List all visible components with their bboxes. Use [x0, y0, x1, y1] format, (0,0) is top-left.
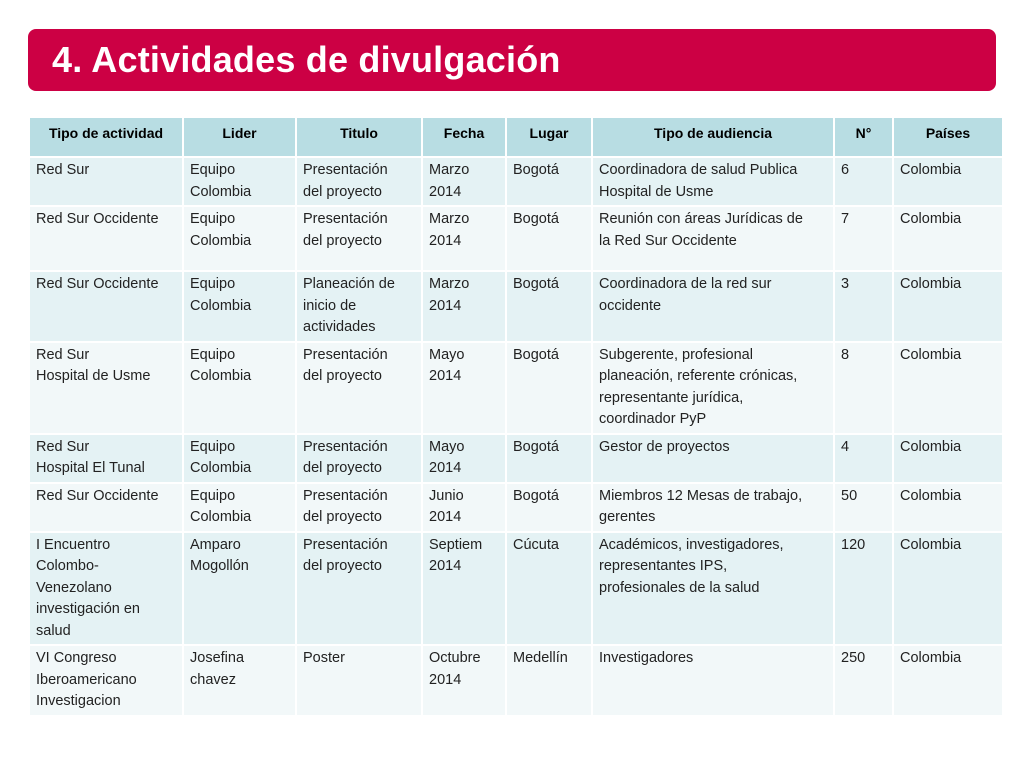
cell-audiencia	[593, 484, 833, 531]
cell-lugar: Bogotá	[507, 484, 591, 531]
header-fecha: Fecha	[423, 118, 505, 156]
cell-line: Gestor de proyectos	[599, 438, 730, 455]
activities-table	[28, 116, 1004, 717]
cell-line: chavez	[190, 671, 236, 688]
cell-lugar: Bogotá	[507, 158, 591, 205]
cell-line: Hospital El Tunal	[36, 460, 145, 476]
cell-line: Presentación	[303, 536, 388, 553]
header-tipo-de-actividad: Tipo de actividad	[30, 118, 182, 156]
cell-lugar: Bogotá	[507, 207, 591, 270]
cell-lider	[184, 646, 295, 715]
cell-line: del proyecto	[303, 183, 382, 200]
cell-lugar: Bogotá	[507, 435, 591, 482]
cell-line: Presentación	[303, 438, 388, 455]
cell-titulo	[297, 435, 421, 482]
cell-line: Académicos, investigadores,	[599, 536, 784, 553]
cell-lider	[184, 533, 295, 645]
cell-line: Marzo	[429, 211, 470, 227]
table-row	[30, 646, 1002, 715]
cell-line: Presentación	[303, 211, 388, 227]
cell-line: Miembros 12 Mesas de trabajo,	[599, 487, 803, 504]
cell-tipo	[30, 646, 182, 715]
cell-line: 2014	[429, 460, 462, 476]
cell-line: representante jurídica,	[599, 389, 744, 406]
cell-line: Red Sur	[36, 346, 90, 363]
cell-paises: Colombia	[894, 343, 1002, 433]
cell-line: Iberoamericano	[36, 671, 137, 688]
cell-titulo	[297, 272, 421, 341]
cell-line: Hospital de Usme	[599, 183, 714, 200]
cell-line: Colombia	[190, 183, 252, 200]
cell-line: Presentación	[303, 487, 388, 504]
cell-audiencia	[593, 207, 833, 270]
cell-tipo	[30, 435, 182, 482]
cell-lugar: Cúcuta	[507, 533, 591, 645]
cell-numero: 8	[835, 343, 892, 433]
cell-line: Reunión con áreas Jurídicas de	[599, 211, 803, 227]
cell-line: Mogollón	[190, 558, 249, 574]
header-paises: Países	[894, 118, 1002, 156]
cell-paises: Colombia	[894, 207, 1002, 270]
cell-line: VI Congreso	[36, 650, 117, 666]
cell-line: del proyecto	[303, 509, 382, 525]
cell-line: Marzo	[429, 276, 470, 292]
cell-line: gerentes	[599, 509, 656, 525]
cell-tipo	[30, 207, 182, 270]
table-row	[30, 158, 1002, 205]
cell-lider	[184, 343, 295, 433]
cell-fecha	[423, 158, 505, 205]
cell-fecha	[423, 646, 505, 715]
cell-paises: Colombia	[894, 435, 1002, 482]
cell-line: Red Sur Occidente	[36, 487, 159, 504]
cell-line: Presentación	[303, 346, 388, 363]
cell-numero: 250	[835, 646, 892, 715]
table-row	[30, 343, 1002, 433]
cell-line: Poster	[303, 650, 345, 666]
cell-tipo	[30, 484, 182, 531]
cell-paises: Colombia	[894, 158, 1002, 205]
cell-paises: Colombia	[894, 484, 1002, 531]
cell-line: 2014	[429, 509, 462, 525]
cell-line: Marzo	[429, 162, 470, 178]
cell-numero: 50	[835, 484, 892, 531]
cell-fecha	[423, 343, 505, 433]
cell-lugar: Bogotá	[507, 272, 591, 341]
cell-audiencia	[593, 272, 833, 341]
cell-line: Venezolano	[36, 579, 112, 596]
cell-line: investigación en	[36, 601, 140, 617]
cell-line: Red Sur Occidente	[36, 211, 159, 227]
cell-line: Colombia	[190, 368, 252, 384]
cell-fecha	[423, 533, 505, 645]
cell-line: Equipo	[190, 211, 236, 227]
cell-numero: 4	[835, 435, 892, 482]
page-title: 4. Actividades de divulgación	[52, 39, 561, 80]
cell-line: Septiem	[429, 536, 483, 553]
cell-line: del proyecto	[303, 460, 382, 476]
header-lugar: Lugar	[507, 118, 591, 156]
cell-line: Investigacion	[36, 693, 121, 709]
cell-line: del proyecto	[303, 558, 382, 574]
cell-line: 2014	[429, 558, 462, 574]
cell-fecha	[423, 484, 505, 531]
cell-line: Octubre	[429, 650, 481, 666]
cell-line: profesionales de la salud	[599, 579, 760, 596]
cell-line: Red Sur	[36, 438, 90, 455]
cell-line: Equipo	[190, 276, 236, 292]
cell-line: Junio	[429, 487, 464, 504]
cell-line: Equipo	[190, 487, 236, 504]
cell-line: Hospital de Usme	[36, 368, 151, 384]
cell-paises: Colombia	[894, 533, 1002, 645]
cell-numero: 7	[835, 207, 892, 270]
cell-line: Coordinadora de salud Publica	[599, 162, 798, 178]
cell-line: Colombo-	[36, 558, 99, 574]
cell-numero: 3	[835, 272, 892, 341]
cell-line: Planeación de	[303, 276, 395, 292]
cell-titulo	[297, 646, 421, 715]
header-numero: N°	[835, 118, 892, 156]
cell-line: Presentación	[303, 162, 388, 178]
cell-line: Equipo	[190, 162, 236, 178]
cell-titulo	[297, 533, 421, 645]
title-banner	[28, 29, 996, 91]
cell-line: la Red Sur Occidente	[599, 232, 737, 249]
cell-line: Colombia	[190, 509, 252, 525]
cell-titulo	[297, 484, 421, 531]
cell-audiencia	[593, 343, 833, 433]
cell-titulo	[297, 207, 421, 270]
cell-line: inicio de	[303, 297, 357, 314]
cell-line: Colombia	[190, 297, 252, 314]
cell-line: 2014	[429, 297, 462, 314]
table-row	[30, 207, 1002, 270]
cell-line: actividades	[303, 319, 376, 335]
table-row	[30, 484, 1002, 531]
cell-fecha	[423, 207, 505, 270]
cell-line: planeación, referente crónicas,	[599, 368, 798, 384]
cell-line: 2014	[429, 368, 462, 384]
cell-lider	[184, 484, 295, 531]
cell-line: 2014	[429, 232, 462, 249]
cell-paises: Colombia	[894, 272, 1002, 341]
cell-numero: 6	[835, 158, 892, 205]
cell-tipo	[30, 533, 182, 645]
cell-numero: 120	[835, 533, 892, 645]
cell-line: del proyecto	[303, 368, 382, 384]
cell-line: Equipo	[190, 346, 236, 363]
cell-titulo	[297, 343, 421, 433]
cell-titulo	[297, 158, 421, 205]
cell-fecha	[423, 435, 505, 482]
table-header-row	[30, 118, 1002, 156]
cell-line: del proyecto	[303, 232, 382, 249]
cell-fecha	[423, 272, 505, 341]
cell-line: I Encuentro	[36, 536, 111, 553]
header-lider: Lider	[184, 118, 295, 156]
cell-lider	[184, 272, 295, 341]
cell-lider	[184, 158, 295, 205]
header-titulo: Titulo	[297, 118, 421, 156]
cell-line: 2014	[429, 183, 462, 200]
cell-line: Mayo	[429, 438, 465, 455]
cell-line: Coordinadora de la red sur	[599, 276, 772, 292]
cell-audiencia	[593, 533, 833, 645]
cell-line: Red Sur	[36, 162, 90, 178]
cell-line: Subgerente, profesional	[599, 346, 753, 363]
cell-line: 2014	[429, 671, 462, 688]
cell-tipo	[30, 158, 182, 205]
table-row	[30, 533, 1002, 645]
cell-lugar: Medellín	[507, 646, 591, 715]
cell-line: coordinador PyP	[599, 411, 707, 427]
cell-line: Red Sur Occidente	[36, 276, 159, 292]
cell-line: Amparo	[190, 536, 241, 553]
cell-line: occidente	[599, 297, 662, 314]
table-body	[30, 158, 1002, 715]
cell-tipo	[30, 272, 182, 341]
cell-line: Mayo	[429, 346, 465, 363]
cell-audiencia	[593, 646, 833, 715]
cell-lugar: Bogotá	[507, 343, 591, 433]
cell-line: Equipo	[190, 438, 236, 455]
table-row	[30, 272, 1002, 341]
cell-audiencia	[593, 158, 833, 205]
cell-line: Investigadores	[599, 650, 694, 666]
cell-tipo	[30, 343, 182, 433]
cell-lider	[184, 435, 295, 482]
cell-line: Josefina	[190, 650, 245, 666]
header-tipo-de-audiencia: Tipo de audiencia	[593, 118, 833, 156]
cell-line: Colombia	[190, 232, 252, 249]
cell-paises: Colombia	[894, 646, 1002, 715]
cell-line: representantes IPS,	[599, 558, 728, 574]
table-row	[30, 435, 1002, 482]
cell-lider	[184, 207, 295, 270]
cell-audiencia	[593, 435, 833, 482]
cell-line: Colombia	[190, 460, 252, 476]
cell-line: salud	[36, 622, 71, 639]
